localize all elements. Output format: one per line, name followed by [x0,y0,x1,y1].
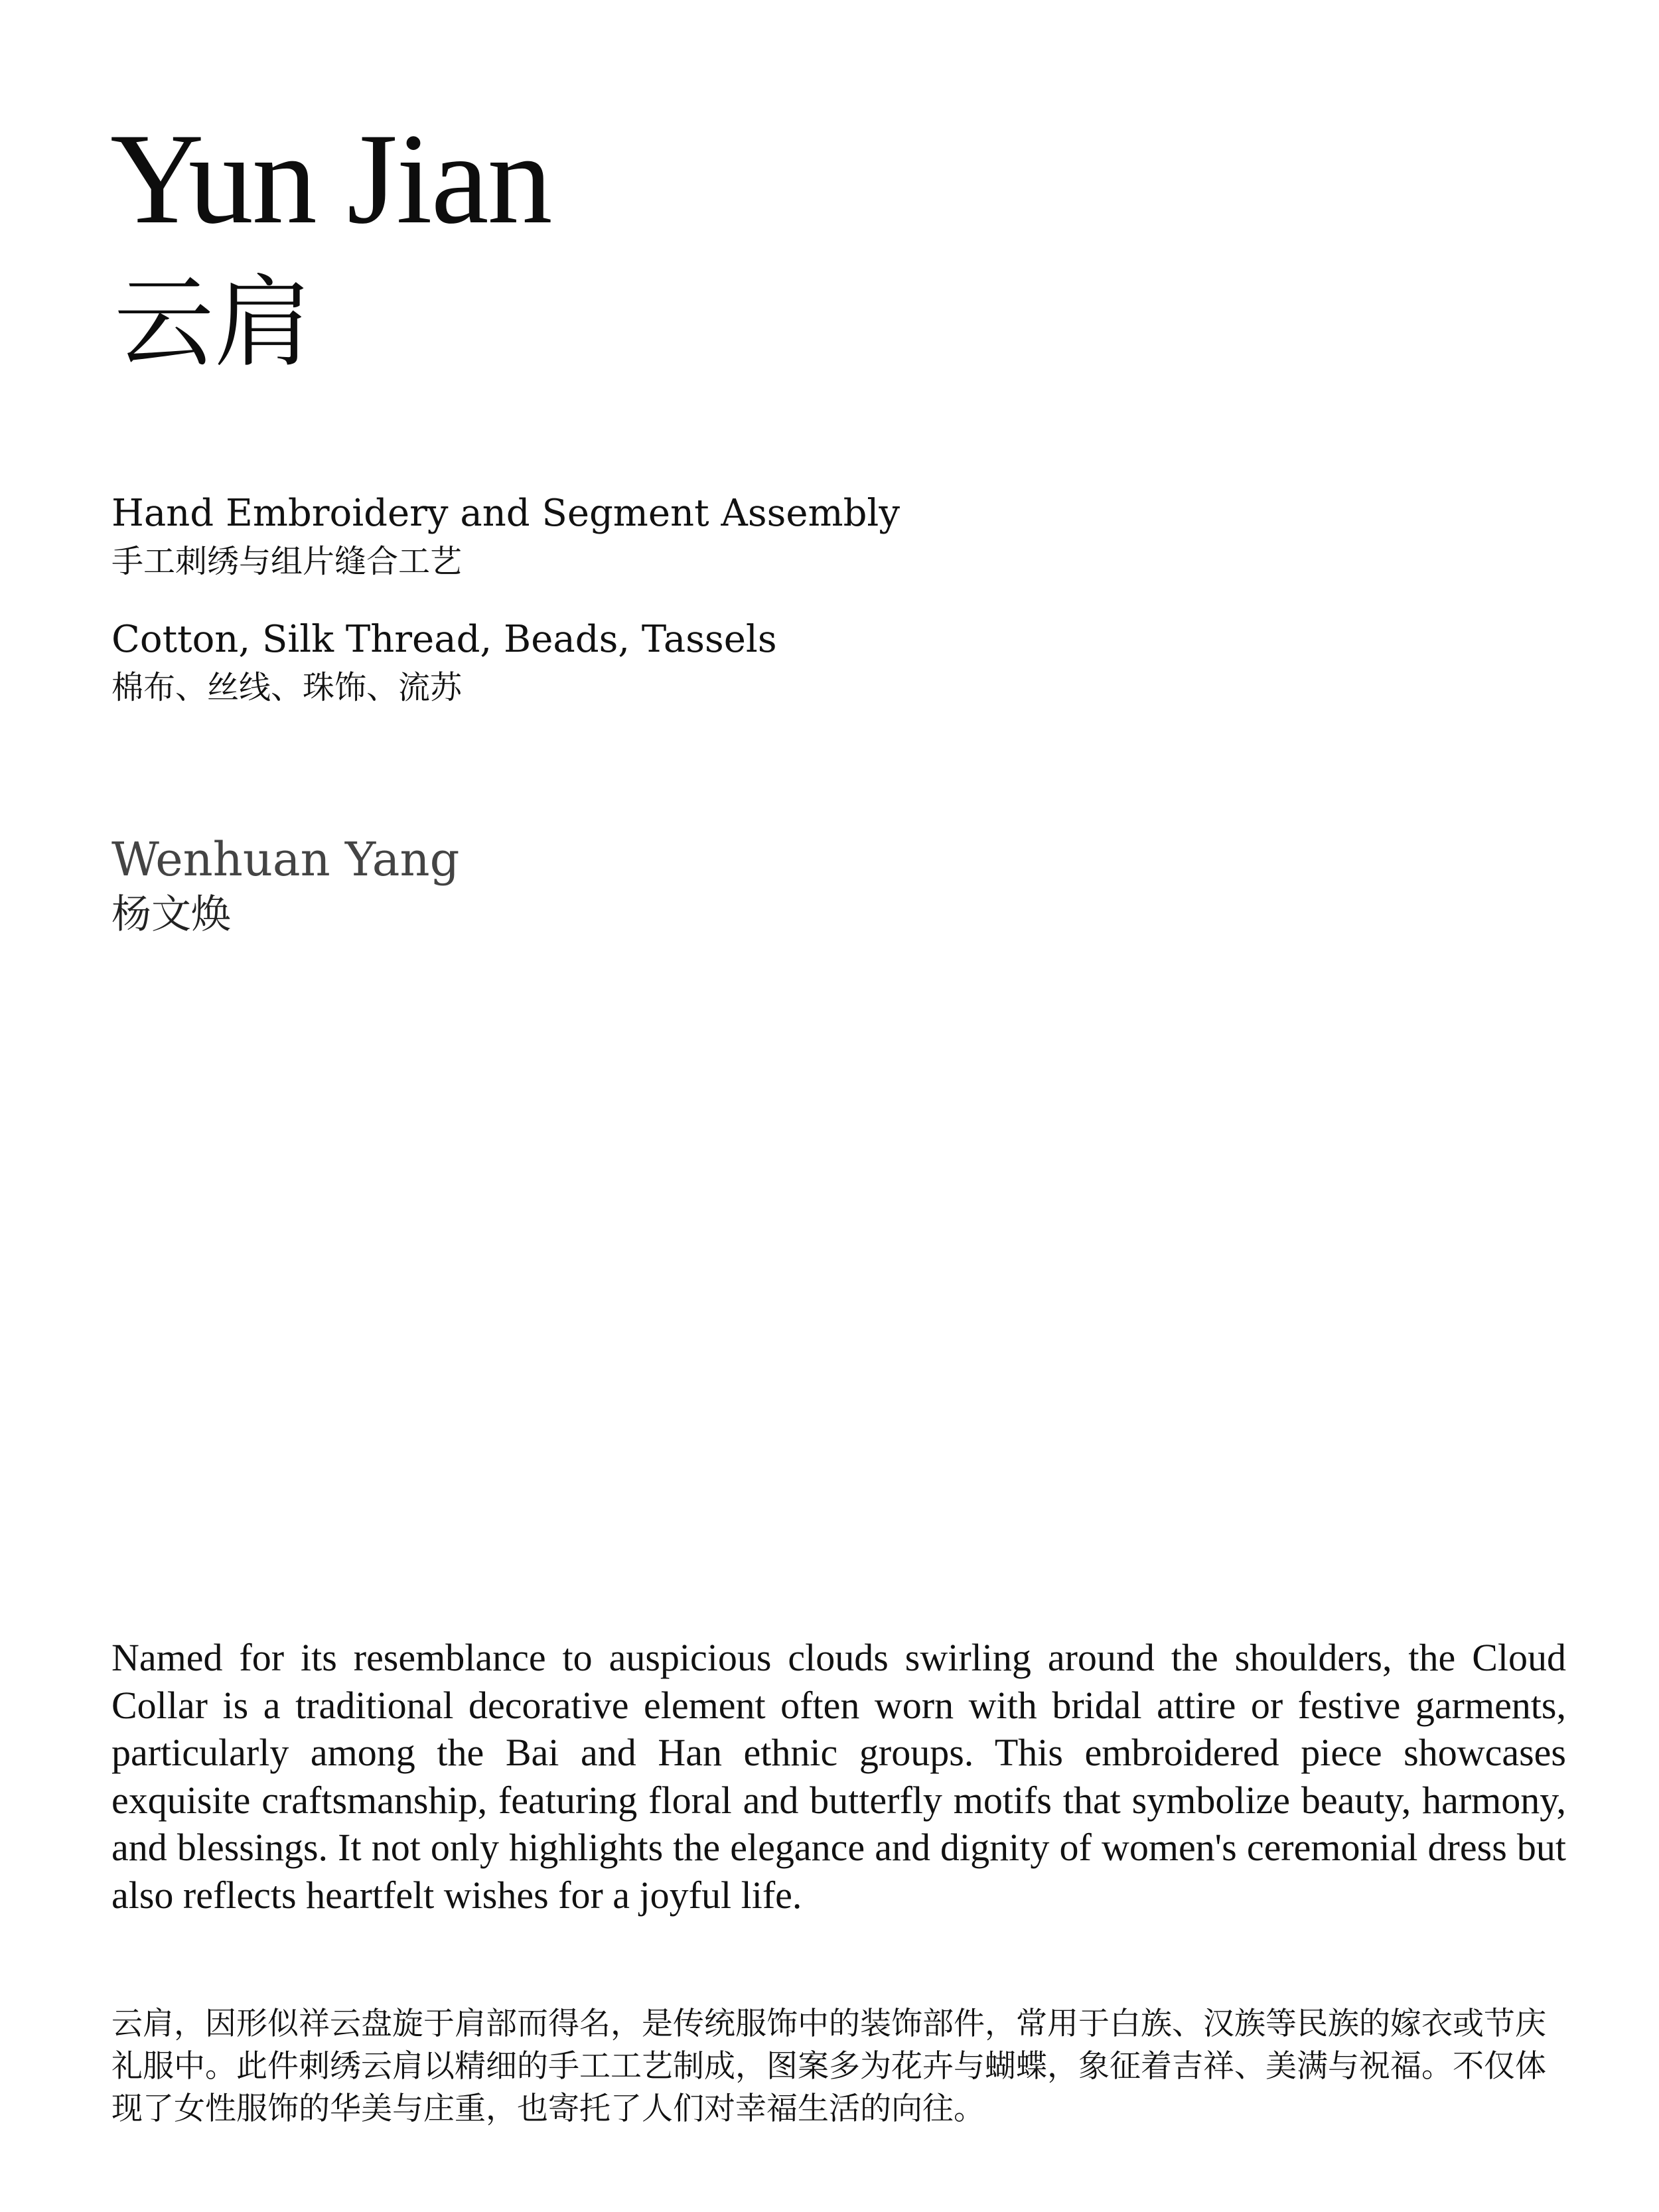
artist-name-english: Wenhuan Yang [111,832,460,887]
artist-name-chinese: 杨文焕 [111,891,231,938]
materials-english: Cotton, Silk Thread, Beads, Tassels [111,618,777,661]
materials-chinese: 棉布、丝线、珠饰、流苏 [111,669,463,706]
description-english: Named for its resemblance to auspicious clouds swirling around the shoulders, the Cloud Collar is a traditional decorative element often worn with bridal attire or festive garments, particularly among the Bai and Han ethnic groups. This embroidered piece showcases exquisite craftsmanship, featuring floral and butterfly motifs that symbolize beauty, harmony, and blessings. It not only highlights the elegance and dignity of women's ceremonial dress but also reflects heartfelt wishes for a joyful life. [111,1636,1566,1917]
materials-block [111,616,1571,709]
technique-chinese: 手工刺绣与组片缝合工艺 [111,543,463,580]
title-english: Yun Jian [110,107,551,251]
title-chinese: 云肩 [114,265,314,381]
description-chinese: 云肩，因形似祥云盘旋于肩部而得名，是传统服饰中的装饰部件，常用于白族、汉族等民族的嫁衣或节庆礼服中。此件刺绣云肩以精细的手工工艺制成，图案多为花卉与蝴蝶，象征着吉祥、美满与祝福。不仅体现了女性服饰的华美与庄重，也寄托了人们对幸福生活的向往。 [111,2006,1546,2127]
technique-block [111,490,1571,583]
technique-english: Hand Embroidery and Segment Assembly [111,492,900,535]
